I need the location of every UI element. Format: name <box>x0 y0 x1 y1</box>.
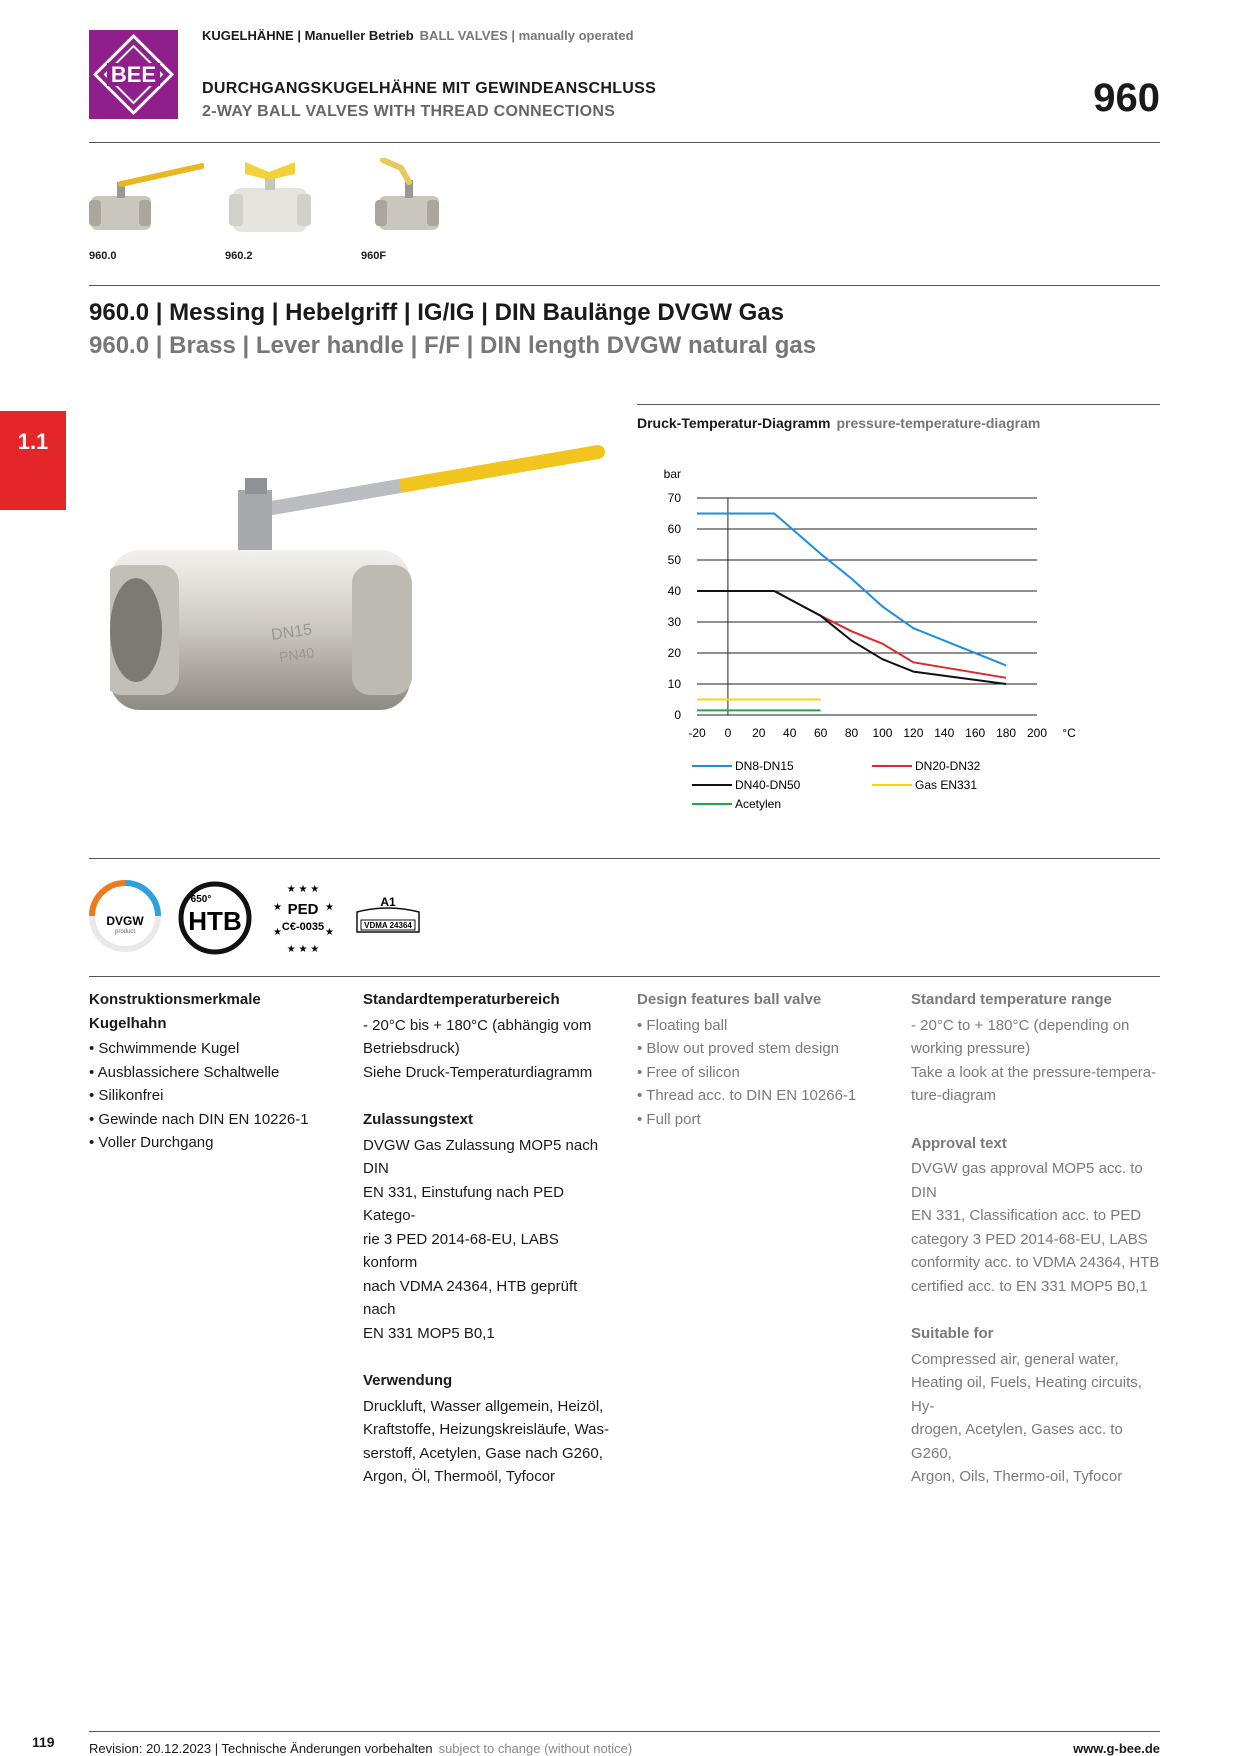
footer-divider <box>89 1731 1160 1732</box>
text-line: Argon, Oils, Thermo-oil, Tyfocor <box>911 1468 1123 1485</box>
text-line: DVGW gas approval MOP5 acc. to DIN <box>911 1160 1143 1201</box>
x-tick-label: 200 <box>1026 726 1048 740</box>
legend-label: Gas EN331 <box>915 778 978 792</box>
chart-divider <box>637 404 1160 405</box>
dvgw-badge-sub: product <box>114 929 136 935</box>
text-line: drogen, Acetylen, Gases acc. to G260, <box>911 1421 1123 1462</box>
x-tick-label: 180 <box>996 726 1017 740</box>
variant-label: 960.0 <box>89 250 117 262</box>
legend-label: Acetylen <box>735 797 782 811</box>
temperature-heading-de: Standardtemperaturbereich <box>363 991 560 1008</box>
use-heading-de: Verwendung <box>363 1372 453 1389</box>
features-heading-de: Konstruktionsmerkmale Kugelhahn <box>89 991 261 1032</box>
list-item: • Thread acc. to DIN EN 10266-1 <box>637 1084 887 1108</box>
vdma-badge <box>353 894 423 947</box>
x-tick-label: 100 <box>872 726 893 740</box>
vdma-badge-label: A1 <box>380 895 396 909</box>
x-tick-label: 0 <box>724 726 732 740</box>
svg-text:★: ★ <box>273 927 282 938</box>
chart-title-en: pressure-temperature-diagram <box>836 415 1041 431</box>
text-line: Kraftstoffe, Heizungskreisläufe, Was- <box>363 1421 609 1438</box>
ped-badge-label: PED <box>287 901 319 918</box>
vdma-badge-sub: VDMA 24364 <box>364 921 412 930</box>
pressure-temperature-chart <box>637 460 1160 820</box>
text-line: certified acc. to EN 331 MOP5 B0,1 <box>911 1277 1148 1295</box>
list-item: • Ausblassichere Schaltwelle <box>89 1061 339 1085</box>
x-tick-label: 160 <box>965 726 986 740</box>
svg-text:★ ★ ★: ★ ★ ★ <box>286 884 320 895</box>
x-tick-label: 20 <box>752 726 766 740</box>
chart-title <box>637 415 1040 431</box>
text-line: - 20°C bis + 180°C (abhängig vom <box>363 1016 592 1034</box>
text-line: ture-diagram <box>911 1087 997 1104</box>
breadcrumb <box>202 28 634 43</box>
svg-text:★ ★ ★: ★ ★ ★ <box>286 944 320 955</box>
text-line: Argon, Öl, Thermoöl, Tyfocor <box>363 1468 556 1485</box>
dvgw-badge <box>89 880 161 957</box>
chart-bottom-divider <box>89 858 1160 859</box>
legend-label: DN40-DN50 <box>735 778 801 792</box>
product-title-de: 960.0 | Messing | Hebelgriff | IG/IG | DIN Baulänge DVGW Gas <box>89 299 785 326</box>
details-column-en <box>911 988 1161 1513</box>
approval-heading-de: Zulassungstext <box>363 1111 474 1128</box>
list-item: • Gewinde nach DIN EN 10226-1 <box>89 1108 339 1132</box>
brand-logo-text: BEE <box>110 62 157 87</box>
x-tick-label: -20 <box>688 726 706 740</box>
valve-marking-pn: PN40 <box>278 644 316 665</box>
y-tick-label: 60 <box>667 522 681 536</box>
revision-en: subject to change (without notice) <box>438 1741 633 1756</box>
x-tick-label: 140 <box>934 726 955 740</box>
text-line: Druckluft, Wasser allgemein, Heizöl, <box>363 1397 604 1415</box>
revision-de: Revision: 20.12.2023 | Technische Änderungen vorbehalten <box>89 1741 433 1756</box>
y-tick-label: 0 <box>674 708 681 722</box>
x-tick-label: 40 <box>783 726 797 740</box>
details-column-de <box>363 988 613 1513</box>
page-code: 960 <box>1093 76 1160 120</box>
legend-label: DN20-DN32 <box>915 759 981 773</box>
series-line <box>697 591 1006 678</box>
text-line: Take a look at the pressure-tempera- <box>911 1063 1157 1081</box>
x-tick-label: 120 <box>903 726 924 740</box>
x-axis-label: °C <box>1062 726 1076 740</box>
x-tick-label: 60 <box>813 726 828 740</box>
ped-badge-mark: C€-0035 <box>281 921 325 933</box>
text-line: Heating oil, Fuels, Heating circuits, Hy- <box>911 1374 1142 1415</box>
page-number: 119 <box>32 1734 55 1750</box>
valve-marking-dn: DN15 <box>270 621 314 644</box>
text-line: serstoff, Acetylen, Gase nach G260, <box>363 1444 603 1462</box>
list-item: • Schwimmende Kugel <box>89 1037 339 1061</box>
y-tick-label: 70 <box>667 491 681 505</box>
breadcrumb-de: KUGELHÄHNE | Manueller Betrieb <box>202 28 414 43</box>
list-item: • Free of silicon <box>637 1061 887 1085</box>
list-item: • Full port <box>637 1108 887 1132</box>
product-title-en: 960.0 | Brass | Lever handle | F/F | DIN length DVGW natural gas <box>89 332 817 359</box>
y-tick-label: 10 <box>667 677 681 691</box>
y-tick-label: 30 <box>667 615 681 629</box>
brand-logo <box>89 30 178 119</box>
y-tick-label: 20 <box>667 646 681 660</box>
list-item: • Silikonfrei <box>89 1084 339 1108</box>
use-heading-en: Suitable for <box>911 1325 994 1342</box>
variant-label: 960.2 <box>225 250 253 262</box>
htb-badge-label: HTB <box>188 906 242 936</box>
specs-divider <box>89 976 1160 977</box>
x-tick-label: 80 <box>844 726 859 740</box>
variant-label: 960F <box>361 250 387 262</box>
approval-heading-en: Approval text <box>911 1134 1007 1152</box>
y-tick-label: 40 <box>667 584 681 598</box>
product-photo <box>110 430 610 730</box>
text-line: EN 331, Classification acc. to PED <box>911 1207 1142 1224</box>
list-item: • Floating ball <box>637 1014 887 1038</box>
list-item: • Blow out proved stem design <box>637 1037 887 1061</box>
y-axis-label: bar <box>663 467 681 481</box>
text-line: category 3 PED 2014-68-EU, LABS <box>911 1230 1148 1248</box>
text-line: working pressure) <box>911 1040 1031 1057</box>
features-column-en <box>637 988 887 1155</box>
text-line: DVGW Gas Zulassung MOP5 nach DIN <box>363 1136 599 1177</box>
text-line: - 20°C to + 180°C (depending on <box>911 1016 1130 1034</box>
text-line: Betriebsdruck) <box>363 1040 460 1057</box>
list-item: • Voller Durchgang <box>89 1131 339 1155</box>
svg-text:★: ★ <box>273 902 282 913</box>
temperature-heading-en: Standard temperature range <box>911 991 1112 1008</box>
legend-label: DN8-DN15 <box>735 759 794 773</box>
text-line: nach VDMA 24364, HTB geprüft nach <box>363 1277 578 1318</box>
section-tab: 1.1 <box>0 411 66 510</box>
text-line: conformity acc. to VDMA 24364, HTB <box>911 1254 1160 1271</box>
variants-divider <box>89 285 1160 286</box>
text-line: Compressed air, general water, <box>911 1350 1119 1368</box>
variant-thumbnail-960f[interactable] <box>361 158 476 238</box>
features-column-de <box>89 988 339 1179</box>
section-heading-en: 2-WAY BALL VALVES WITH THREAD CONNECTIONS <box>202 103 616 120</box>
y-tick-label: 50 <box>667 553 681 567</box>
htb-badge-temp: 650° <box>190 894 212 905</box>
variant-thumbnail-960-0[interactable] <box>89 158 204 238</box>
htb-badge <box>177 880 253 961</box>
text-line: EN 331, Einstufung nach PED Katego- <box>363 1183 564 1224</box>
text-line: rie 3 PED 2014-68-EU, LABS konform <box>363 1230 559 1271</box>
text-line: EN 331 MOP5 B0,1 <box>363 1324 495 1342</box>
section-heading-de: DURCHGANGSKUGELHÄHNE MIT GEWINDEANSCHLUSS <box>202 80 657 97</box>
features-heading-en: Design features ball valve <box>637 991 822 1008</box>
ped-badge <box>265 880 341 961</box>
svg-text:★: ★ <box>325 927 334 938</box>
dvgw-badge-label: DVGW <box>106 914 144 928</box>
chart-title-de: Druck-Temperatur-Diagramm <box>637 415 831 431</box>
svg-text:★: ★ <box>325 902 334 913</box>
header-divider <box>89 142 1160 143</box>
breadcrumb-en: BALL VALVES | manually operated <box>419 28 634 43</box>
series-line <box>697 514 1006 666</box>
text-line: Siehe Druck-Temperaturdiagramm <box>363 1063 593 1081</box>
website-link[interactable]: www.g-bee.de <box>1073 1741 1160 1756</box>
variant-thumbnail-960-2[interactable] <box>225 158 340 238</box>
